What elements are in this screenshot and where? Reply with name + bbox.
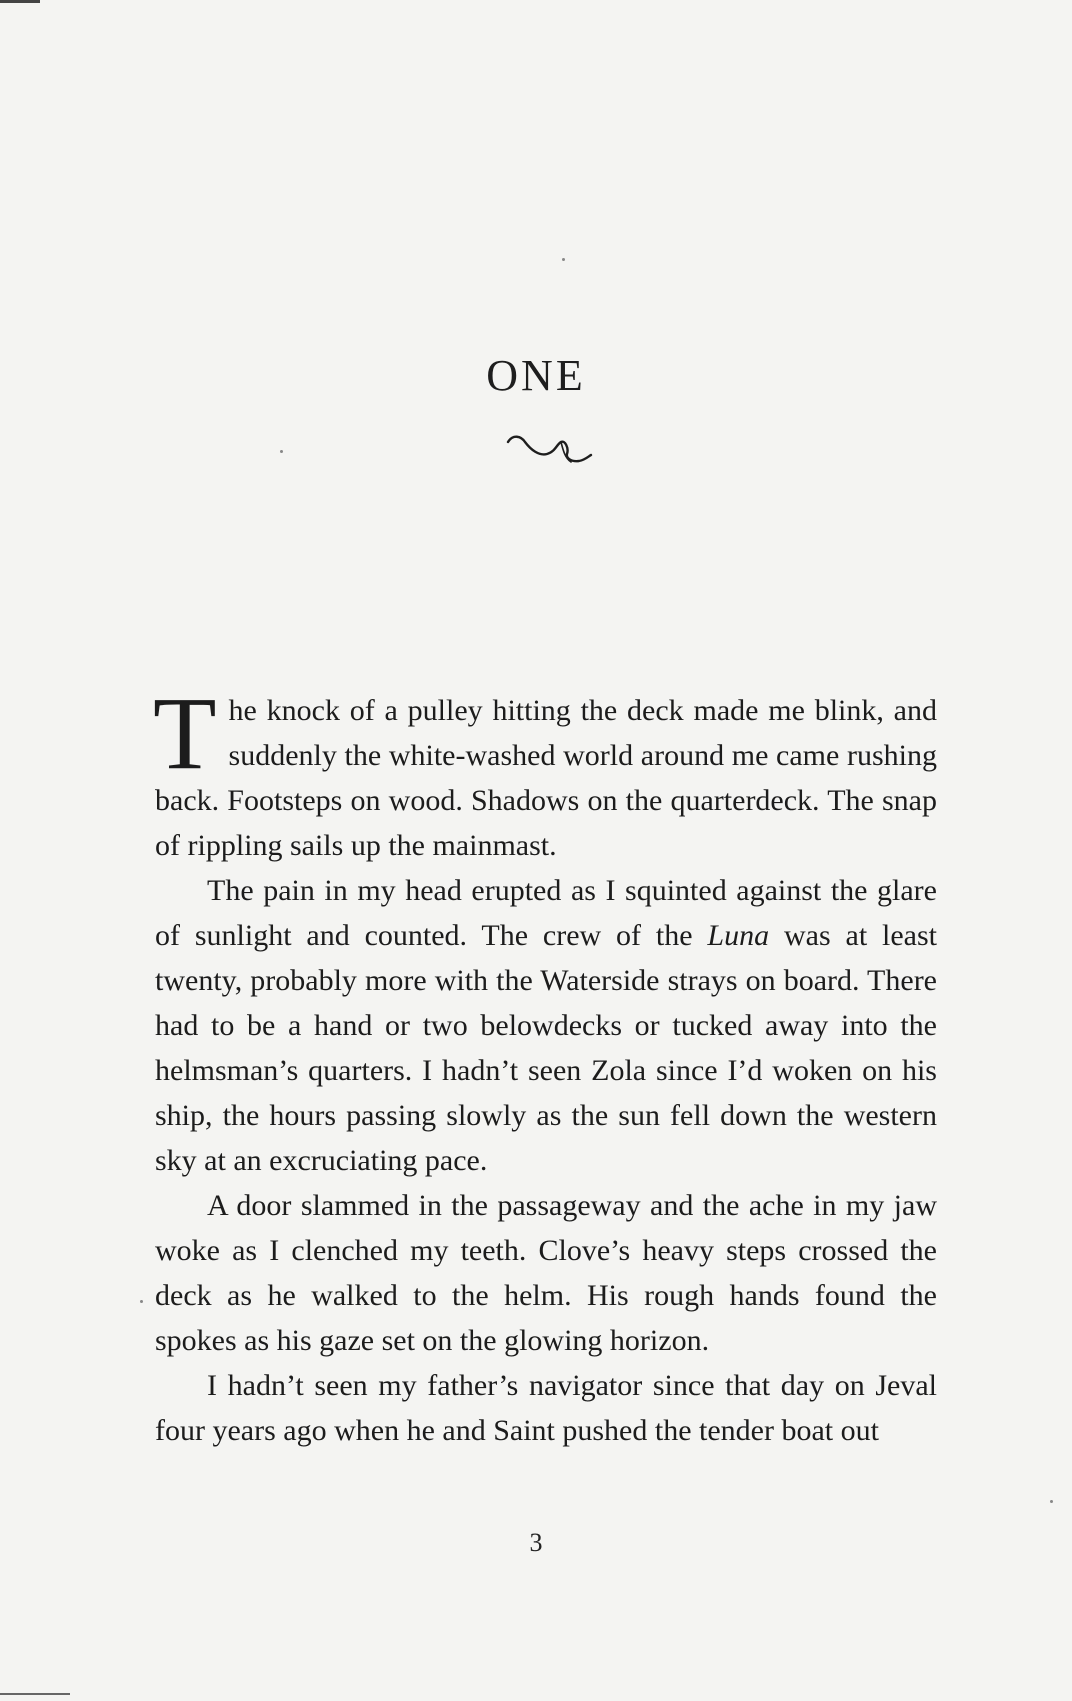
paragraph-2-text-a: The pain in my head erupted as I squinted against the glare of sunlight and counted. The crew of the: [155, 874, 937, 952]
drop-cap: T: [153, 676, 217, 791]
scan-edge-mark: [0, 0, 40, 3]
page-number: 3: [529, 1528, 543, 1557]
paragraph-3: A door slammed in the passageway and the ache in my jaw woke as I clenched my teeth. Clove’s heavy steps crossed the deck as he walked to the helm. His rough hands found the spokes as his gaze set on the glowing horizon.: [155, 1189, 937, 1357]
chapter-body: [153, 676, 937, 1453]
paragraph-2: [155, 868, 937, 1183]
scan-edge-mark: [0, 1693, 70, 1695]
paragraph-1: [153, 676, 937, 868]
chapter-title: ONE: [486, 351, 586, 400]
dust-speck: [140, 1300, 143, 1303]
paragraph-4: I hadn’t seen my father’s navigator since that day on Jeval four years ago when he and Saint pushed the tender boat out: [155, 1369, 937, 1447]
paragraph-1-text: he knock of a pulley hitting the deck made me blink, and suddenly the white-washed world around me came rushing back. Footsteps on wood. Shadows on the quarterdeck. The snap of rippling sails up the mainmast.: [155, 694, 937, 862]
paragraph-2-text-b: was at least twenty, probably more with the Waterside strays on board. There had to be a hand or two belowdecks or tucked away into the helmsman’s quarters. I hadn’t seen Zola since I’d woken on his ship, the hours passing slowly as the sun fell down the western sky at an excruciating pace.: [155, 919, 937, 1177]
dust-speck: [1050, 1500, 1053, 1503]
dust-speck: [280, 450, 283, 453]
swash-ornament-icon: [505, 428, 595, 468]
ship-name: Luna: [707, 919, 770, 952]
dust-speck: [562, 258, 565, 261]
